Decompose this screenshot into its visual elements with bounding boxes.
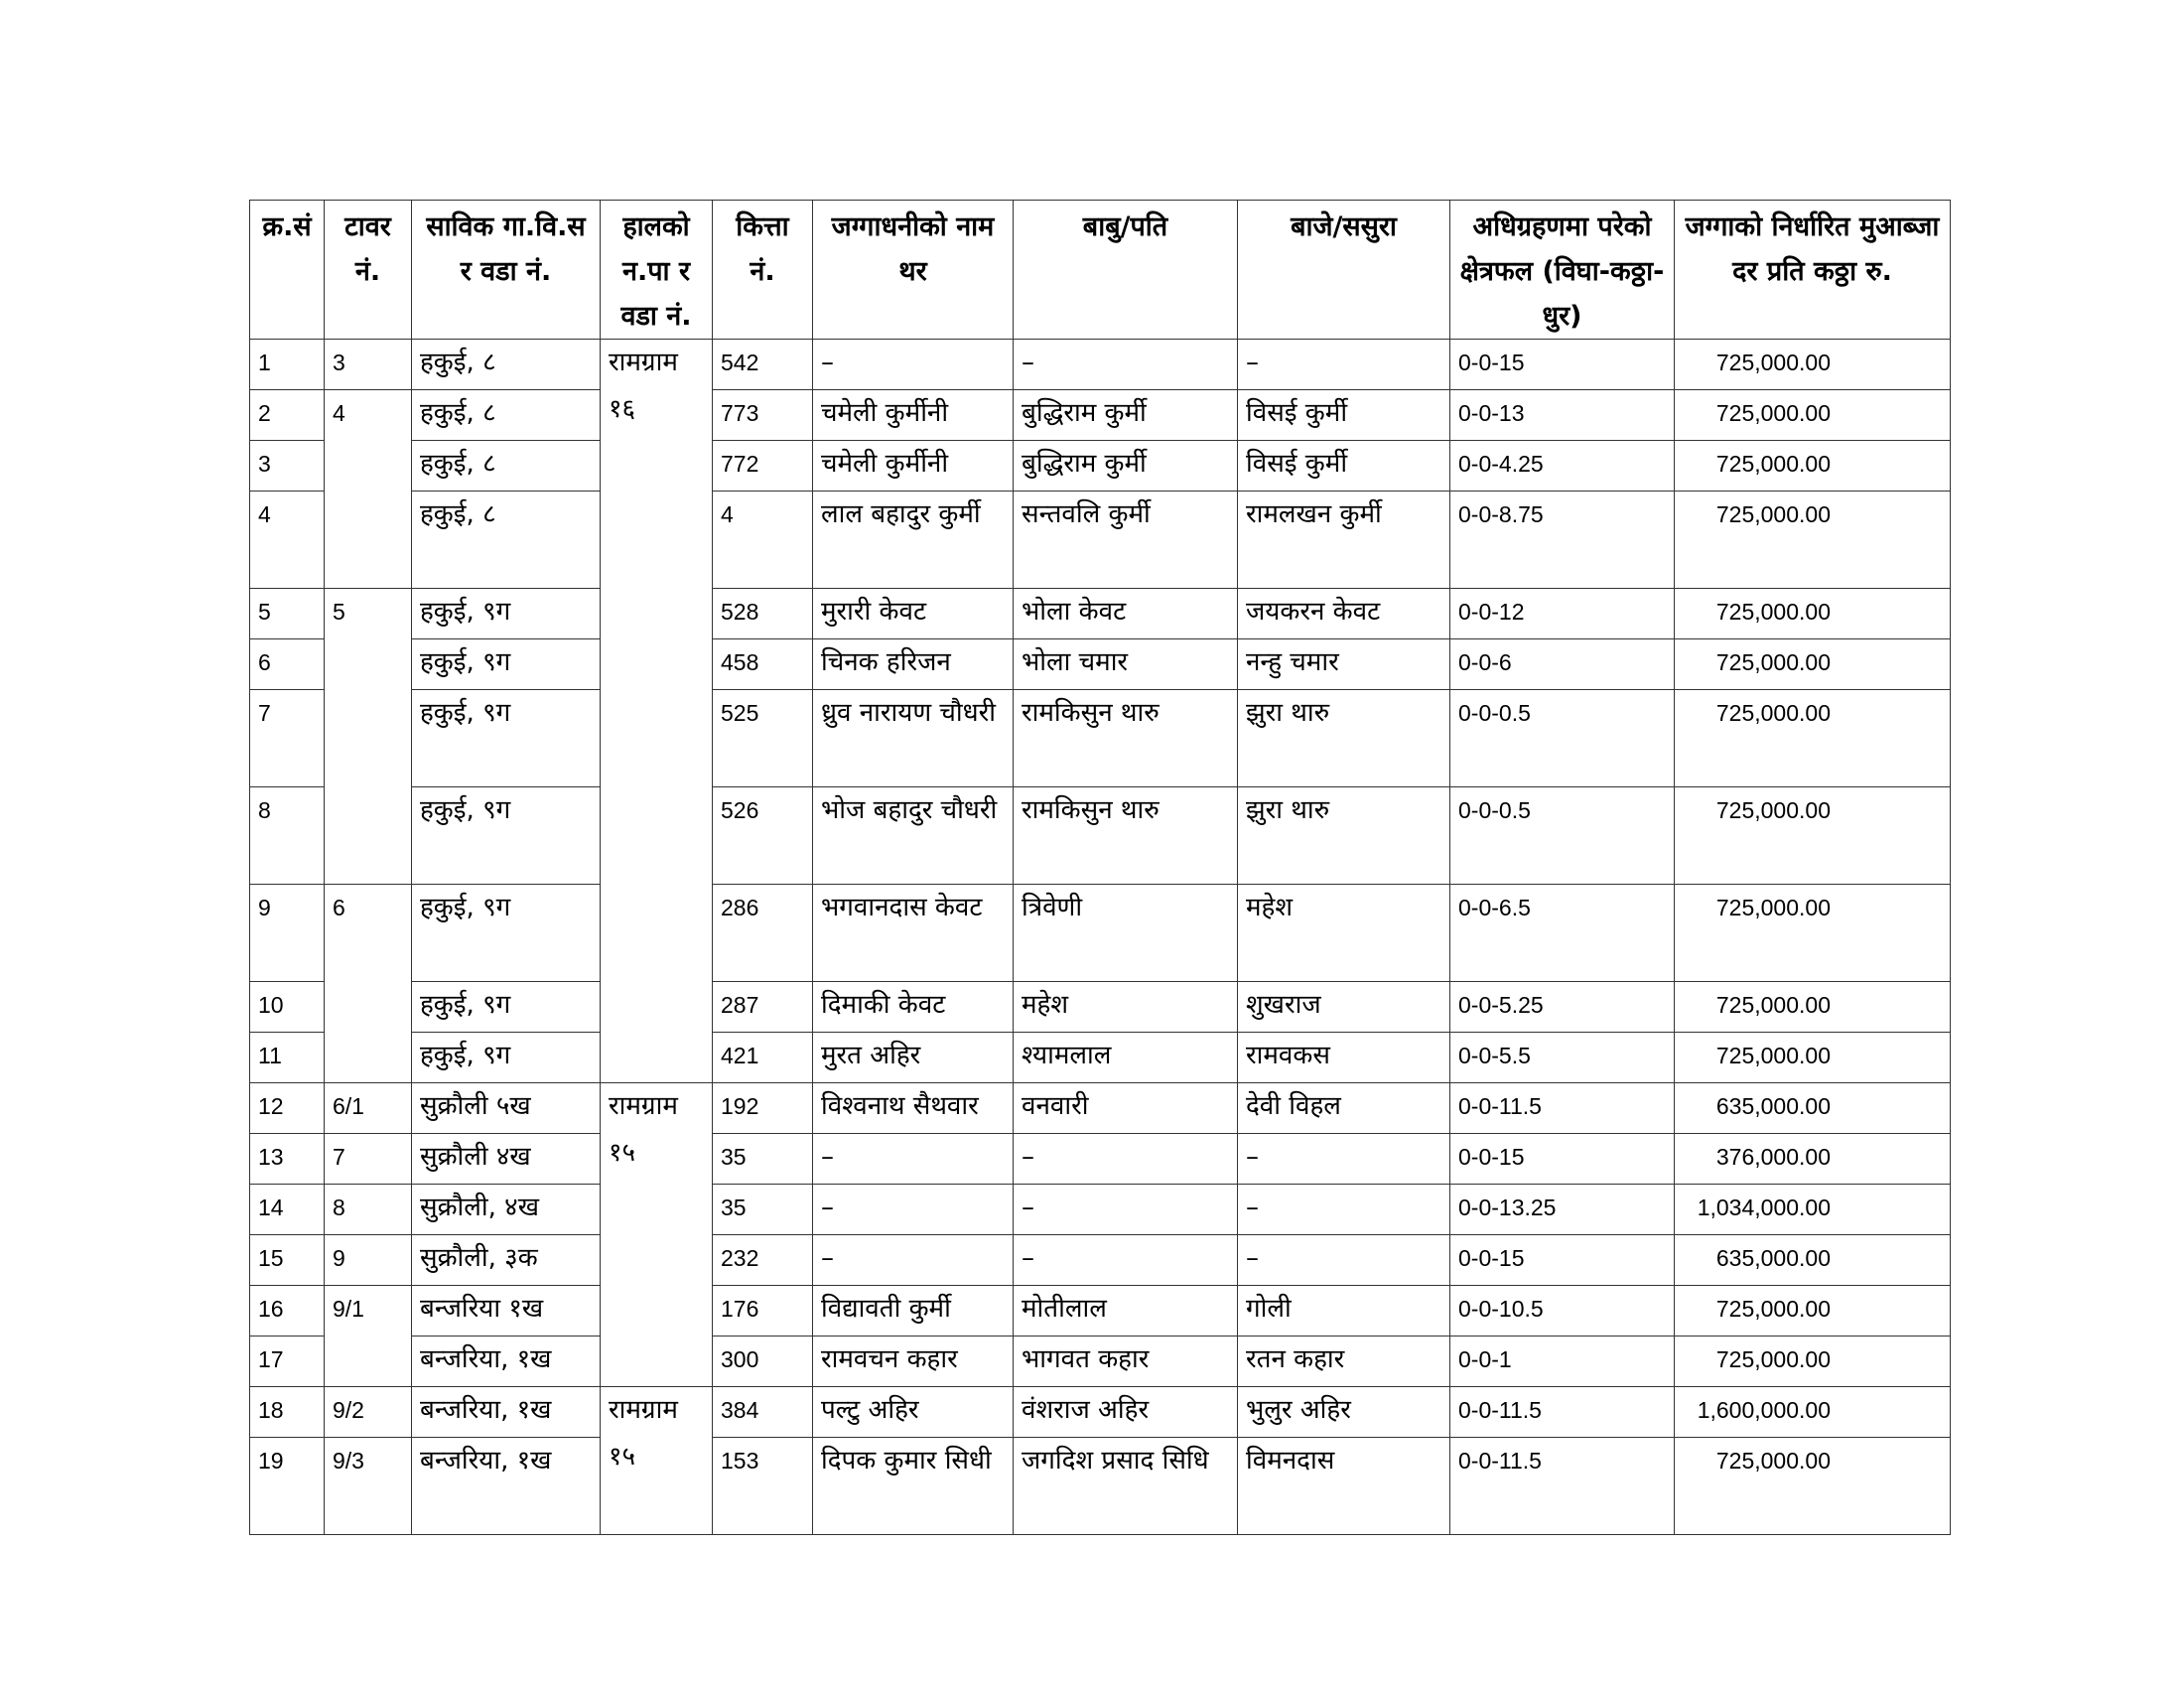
compensation-rate-cell: 725,000.00 <box>1675 690 1951 787</box>
area-cell: 0-0-4.25 <box>1450 441 1675 492</box>
serial-number-cell: 9 <box>250 885 325 982</box>
table-row <box>250 1286 1951 1336</box>
owner-name-cell: – <box>813 1134 1014 1185</box>
plot-number-cell: 421 <box>713 1033 813 1083</box>
father-husband-cell: त्रिवेणी <box>1014 885 1238 982</box>
father-husband-cell: श्यामलाल <box>1014 1033 1238 1083</box>
compensation-rate-cell: 376,000.00 <box>1675 1134 1951 1185</box>
tower-number-cell: 3 <box>325 340 412 390</box>
compensation-rate-cell: 725,000.00 <box>1675 441 1951 492</box>
compensation-rate-cell: 1,600,000.00 <box>1675 1387 1951 1438</box>
owner-name-cell: मुरत अहिर <box>813 1033 1014 1083</box>
area-cell: 0-0-11.5 <box>1450 1387 1675 1438</box>
area-cell: 0-0-0.5 <box>1450 787 1675 885</box>
former-vdc-cell: सुक्रौली ४ख <box>412 1134 601 1185</box>
tower-number-cell: 6/1 <box>325 1083 412 1134</box>
compensation-rate-cell: 725,000.00 <box>1675 1438 1951 1535</box>
father-husband-cell: रामकिसुन थारु <box>1014 787 1238 885</box>
header-owner: जग्गाधनीको नाम थर <box>813 201 1014 340</box>
former-vdc-cell: बन्जरिया, १ख <box>412 1336 601 1387</box>
plot-number-cell: 286 <box>713 885 813 982</box>
compensation-rate-cell: 725,000.00 <box>1675 1033 1951 1083</box>
compensation-rate-cell: 725,000.00 <box>1675 885 1951 982</box>
area-cell: 0-0-1 <box>1450 1336 1675 1387</box>
former-vdc-cell: हकुई, ८ <box>412 492 601 589</box>
tower-number-cell: 4 <box>325 390 412 589</box>
area-cell: 0-0-13 <box>1450 390 1675 441</box>
serial-number-cell: 2 <box>250 390 325 441</box>
owner-name-cell: रामवचन कहार <box>813 1336 1014 1387</box>
serial-number-cell: 19 <box>250 1438 325 1535</box>
compensation-rate-cell: 725,000.00 <box>1675 589 1951 639</box>
grandfather-cell: शुखराज <box>1238 982 1450 1033</box>
table-row <box>250 1185 1951 1235</box>
plot-number-cell: 4 <box>713 492 813 589</box>
grandfather-cell: झुरा थारु <box>1238 787 1450 885</box>
table-row <box>250 1134 1951 1185</box>
municipality-cell: रामग्राम १५ <box>601 1083 713 1387</box>
former-vdc-cell: हकुई, ९ग <box>412 1033 601 1083</box>
father-husband-cell: रामकिसुन थारु <box>1014 690 1238 787</box>
plot-number-cell: 300 <box>713 1336 813 1387</box>
tower-number-cell: 9 <box>325 1235 412 1286</box>
table-row <box>250 1083 1951 1134</box>
table-row <box>250 589 1951 639</box>
area-cell: 0-0-13.25 <box>1450 1185 1675 1235</box>
table-row <box>250 1387 1951 1438</box>
grandfather-cell: – <box>1238 340 1450 390</box>
former-vdc-cell: हकुई, ८ <box>412 340 601 390</box>
area-cell: 0-0-11.5 <box>1450 1083 1675 1134</box>
owner-name-cell: चमेली कुर्मीनी <box>813 390 1014 441</box>
plot-number-cell: 525 <box>713 690 813 787</box>
father-husband-cell: महेश <box>1014 982 1238 1033</box>
area-cell: 0-0-11.5 <box>1450 1438 1675 1535</box>
serial-number-cell: 15 <box>250 1235 325 1286</box>
table-row <box>250 1336 1951 1387</box>
serial-number-cell: 5 <box>250 589 325 639</box>
former-vdc-cell: हकुई, ९ग <box>412 982 601 1033</box>
municipality-cell: रामग्राम १५ <box>601 1387 713 1535</box>
header-area: अधिग्रहणमा परेको क्षेत्रफल (विघा-कठ्ठा-धुर) <box>1450 201 1675 340</box>
serial-number-cell: 3 <box>250 441 325 492</box>
former-vdc-cell: हकुई, ८ <box>412 390 601 441</box>
serial-number-cell: 8 <box>250 787 325 885</box>
plot-number-cell: 772 <box>713 441 813 492</box>
serial-number-cell: 11 <box>250 1033 325 1083</box>
header-row <box>250 201 1951 340</box>
tower-number-cell: 9/1 <box>325 1286 412 1387</box>
plot-number-cell: 458 <box>713 639 813 690</box>
compensation-rate-cell: 725,000.00 <box>1675 787 1951 885</box>
former-vdc-cell: हकुई, ९ग <box>412 690 601 787</box>
grandfather-cell: – <box>1238 1134 1450 1185</box>
owner-name-cell: – <box>813 1235 1014 1286</box>
header-tower: टावर नं. <box>325 201 412 340</box>
former-vdc-cell: बन्जरिया, १ख <box>412 1438 601 1535</box>
owner-name-cell: – <box>813 1185 1014 1235</box>
owner-name-cell: चिनक हरिजन <box>813 639 1014 690</box>
serial-number-cell: 16 <box>250 1286 325 1336</box>
tower-number-cell: 8 <box>325 1185 412 1235</box>
header-former-vdc: साविक गा.वि.स र वडा नं. <box>412 201 601 340</box>
table-row <box>250 390 1951 441</box>
grandfather-cell: – <box>1238 1185 1450 1235</box>
table-row <box>250 690 1951 787</box>
table-row <box>250 885 1951 982</box>
table-row <box>250 1235 1951 1286</box>
serial-number-cell: 13 <box>250 1134 325 1185</box>
grandfather-cell: विमनदास <box>1238 1438 1450 1535</box>
compensation-rate-cell: 635,000.00 <box>1675 1235 1951 1286</box>
area-cell: 0-0-5.5 <box>1450 1033 1675 1083</box>
former-vdc-cell: सुक्रौली, ४ख <box>412 1185 601 1235</box>
header-father: बाबु/पति <box>1014 201 1238 340</box>
table-row <box>250 787 1951 885</box>
compensation-rate-cell: 725,000.00 <box>1675 639 1951 690</box>
owner-name-cell: दिमाकी केवट <box>813 982 1014 1033</box>
former-vdc-cell: सुक्रौली ५ख <box>412 1083 601 1134</box>
table-row <box>250 441 1951 492</box>
compensation-rate-cell: 725,000.00 <box>1675 492 1951 589</box>
father-husband-cell: वंशराज अहिर <box>1014 1387 1238 1438</box>
owner-name-cell: चमेली कुर्मीनी <box>813 441 1014 492</box>
plot-number-cell: 232 <box>713 1235 813 1286</box>
table-row <box>250 1033 1951 1083</box>
former-vdc-cell: बन्जरिया १ख <box>412 1286 601 1336</box>
serial-number-cell: 7 <box>250 690 325 787</box>
header-rate: जग्गाको निर्धारित मुआब्जा दर प्रति कठ्ठा रु. <box>1675 201 1951 340</box>
serial-number-cell: 12 <box>250 1083 325 1134</box>
plot-number-cell: 35 <box>713 1185 813 1235</box>
plot-number-cell: 192 <box>713 1083 813 1134</box>
tower-number-cell: 6 <box>325 885 412 1083</box>
area-cell: 0-0-6.5 <box>1450 885 1675 982</box>
grandfather-cell: – <box>1238 1235 1450 1286</box>
grandfather-cell: जयकरन केवट <box>1238 589 1450 639</box>
plot-number-cell: 773 <box>713 390 813 441</box>
father-husband-cell: वनवारी <box>1014 1083 1238 1134</box>
grandfather-cell: भुलुर अहिर <box>1238 1387 1450 1438</box>
land-acquisition-table <box>249 200 1951 1535</box>
area-cell: 0-0-15 <box>1450 1235 1675 1286</box>
tower-number-cell: 7 <box>325 1134 412 1185</box>
owner-name-cell: भोज बहादुर चौधरी <box>813 787 1014 885</box>
serial-number-cell: 10 <box>250 982 325 1033</box>
former-vdc-cell: बन्जरिया, १ख <box>412 1387 601 1438</box>
area-cell: 0-0-8.75 <box>1450 492 1675 589</box>
compensation-rate-cell: 635,000.00 <box>1675 1083 1951 1134</box>
grandfather-cell: रामवकस <box>1238 1033 1450 1083</box>
former-vdc-cell: हकुई, ९ग <box>412 589 601 639</box>
grandfather-cell: महेश <box>1238 885 1450 982</box>
grandfather-cell: रतन कहार <box>1238 1336 1450 1387</box>
compensation-rate-cell: 725,000.00 <box>1675 340 1951 390</box>
header-sn: क्र.सं <box>250 201 325 340</box>
former-vdc-cell: हकुई, ९ग <box>412 885 601 982</box>
owner-name-cell: ध्रुव नारायण चौधरी <box>813 690 1014 787</box>
header-plot: कित्ता नं. <box>713 201 813 340</box>
father-husband-cell: – <box>1014 1235 1238 1286</box>
serial-number-cell: 4 <box>250 492 325 589</box>
serial-number-cell: 6 <box>250 639 325 690</box>
plot-number-cell: 384 <box>713 1387 813 1438</box>
owner-name-cell: भगवानदास केवट <box>813 885 1014 982</box>
table-row <box>250 492 1951 589</box>
grandfather-cell: गोली <box>1238 1286 1450 1336</box>
area-cell: 0-0-0.5 <box>1450 690 1675 787</box>
compensation-rate-cell: 725,000.00 <box>1675 390 1951 441</box>
former-vdc-cell: हकुई, ८ <box>412 441 601 492</box>
plot-number-cell: 35 <box>713 1134 813 1185</box>
table-row <box>250 982 1951 1033</box>
former-vdc-cell: हकुई, ९ग <box>412 787 601 885</box>
father-husband-cell: भागवत कहार <box>1014 1336 1238 1387</box>
table-row <box>250 1438 1951 1535</box>
serial-number-cell: 18 <box>250 1387 325 1438</box>
grandfather-cell: रामलखन कुर्मी <box>1238 492 1450 589</box>
father-husband-cell: – <box>1014 1134 1238 1185</box>
compensation-rate-cell: 1,034,000.00 <box>1675 1185 1951 1235</box>
plot-number-cell: 526 <box>713 787 813 885</box>
plot-number-cell: 153 <box>713 1438 813 1535</box>
former-vdc-cell: सुक्रौली, ३क <box>412 1235 601 1286</box>
father-husband-cell: – <box>1014 1185 1238 1235</box>
owner-name-cell: लाल बहादुर कुर्मी <box>813 492 1014 589</box>
owner-name-cell: पल्टु अहिर <box>813 1387 1014 1438</box>
father-husband-cell: भोला केवट <box>1014 589 1238 639</box>
owner-name-cell: मुरारी केवट <box>813 589 1014 639</box>
compensation-rate-cell: 725,000.00 <box>1675 1336 1951 1387</box>
serial-number-cell: 14 <box>250 1185 325 1235</box>
plot-number-cell: 176 <box>713 1286 813 1336</box>
owner-name-cell: विश्वनाथ सैथवार <box>813 1083 1014 1134</box>
owner-name-cell: – <box>813 340 1014 390</box>
plot-number-cell: 528 <box>713 589 813 639</box>
owner-name-cell: दिपक कुमार सिधी <box>813 1438 1014 1535</box>
table-row <box>250 639 1951 690</box>
father-husband-cell: भोला चमार <box>1014 639 1238 690</box>
father-husband-cell: – <box>1014 340 1238 390</box>
table-row <box>250 340 1951 390</box>
area-cell: 0-0-5.25 <box>1450 982 1675 1033</box>
grandfather-cell: झुरा थारु <box>1238 690 1450 787</box>
tower-number-cell: 5 <box>325 589 412 885</box>
owner-name-cell: विद्यावती कुर्मी <box>813 1286 1014 1336</box>
father-husband-cell: जगदिश प्रसाद सिधि <box>1014 1438 1238 1535</box>
grandfather-cell: नन्हु चमार <box>1238 639 1450 690</box>
plot-number-cell: 542 <box>713 340 813 390</box>
tower-number-cell: 9/3 <box>325 1438 412 1535</box>
serial-number-cell: 17 <box>250 1336 325 1387</box>
header-grandfather: बाजे/ससुरा <box>1238 201 1450 340</box>
header-current-municipality: हालको न.पा र वडा नं. <box>601 201 713 340</box>
tower-number-cell: 9/2 <box>325 1387 412 1438</box>
grandfather-cell: विसई कुर्मी <box>1238 390 1450 441</box>
father-husband-cell: मोतीलाल <box>1014 1286 1238 1336</box>
compensation-rate-cell: 725,000.00 <box>1675 982 1951 1033</box>
father-husband-cell: सन्तवलि कुर्मी <box>1014 492 1238 589</box>
area-cell: 0-0-15 <box>1450 1134 1675 1185</box>
father-husband-cell: बुद्धिराम कुर्मी <box>1014 390 1238 441</box>
area-cell: 0-0-15 <box>1450 340 1675 390</box>
father-husband-cell: बुद्धिराम कुर्मी <box>1014 441 1238 492</box>
area-cell: 0-0-6 <box>1450 639 1675 690</box>
compensation-rate-cell: 725,000.00 <box>1675 1286 1951 1336</box>
municipality-cell: रामग्राम १६ <box>601 340 713 1083</box>
area-cell: 0-0-10.5 <box>1450 1286 1675 1336</box>
plot-number-cell: 287 <box>713 982 813 1033</box>
grandfather-cell: देवी विहल <box>1238 1083 1450 1134</box>
area-cell: 0-0-12 <box>1450 589 1675 639</box>
former-vdc-cell: हकुई, ९ग <box>412 639 601 690</box>
serial-number-cell: 1 <box>250 340 325 390</box>
grandfather-cell: विसई कुर्मी <box>1238 441 1450 492</box>
